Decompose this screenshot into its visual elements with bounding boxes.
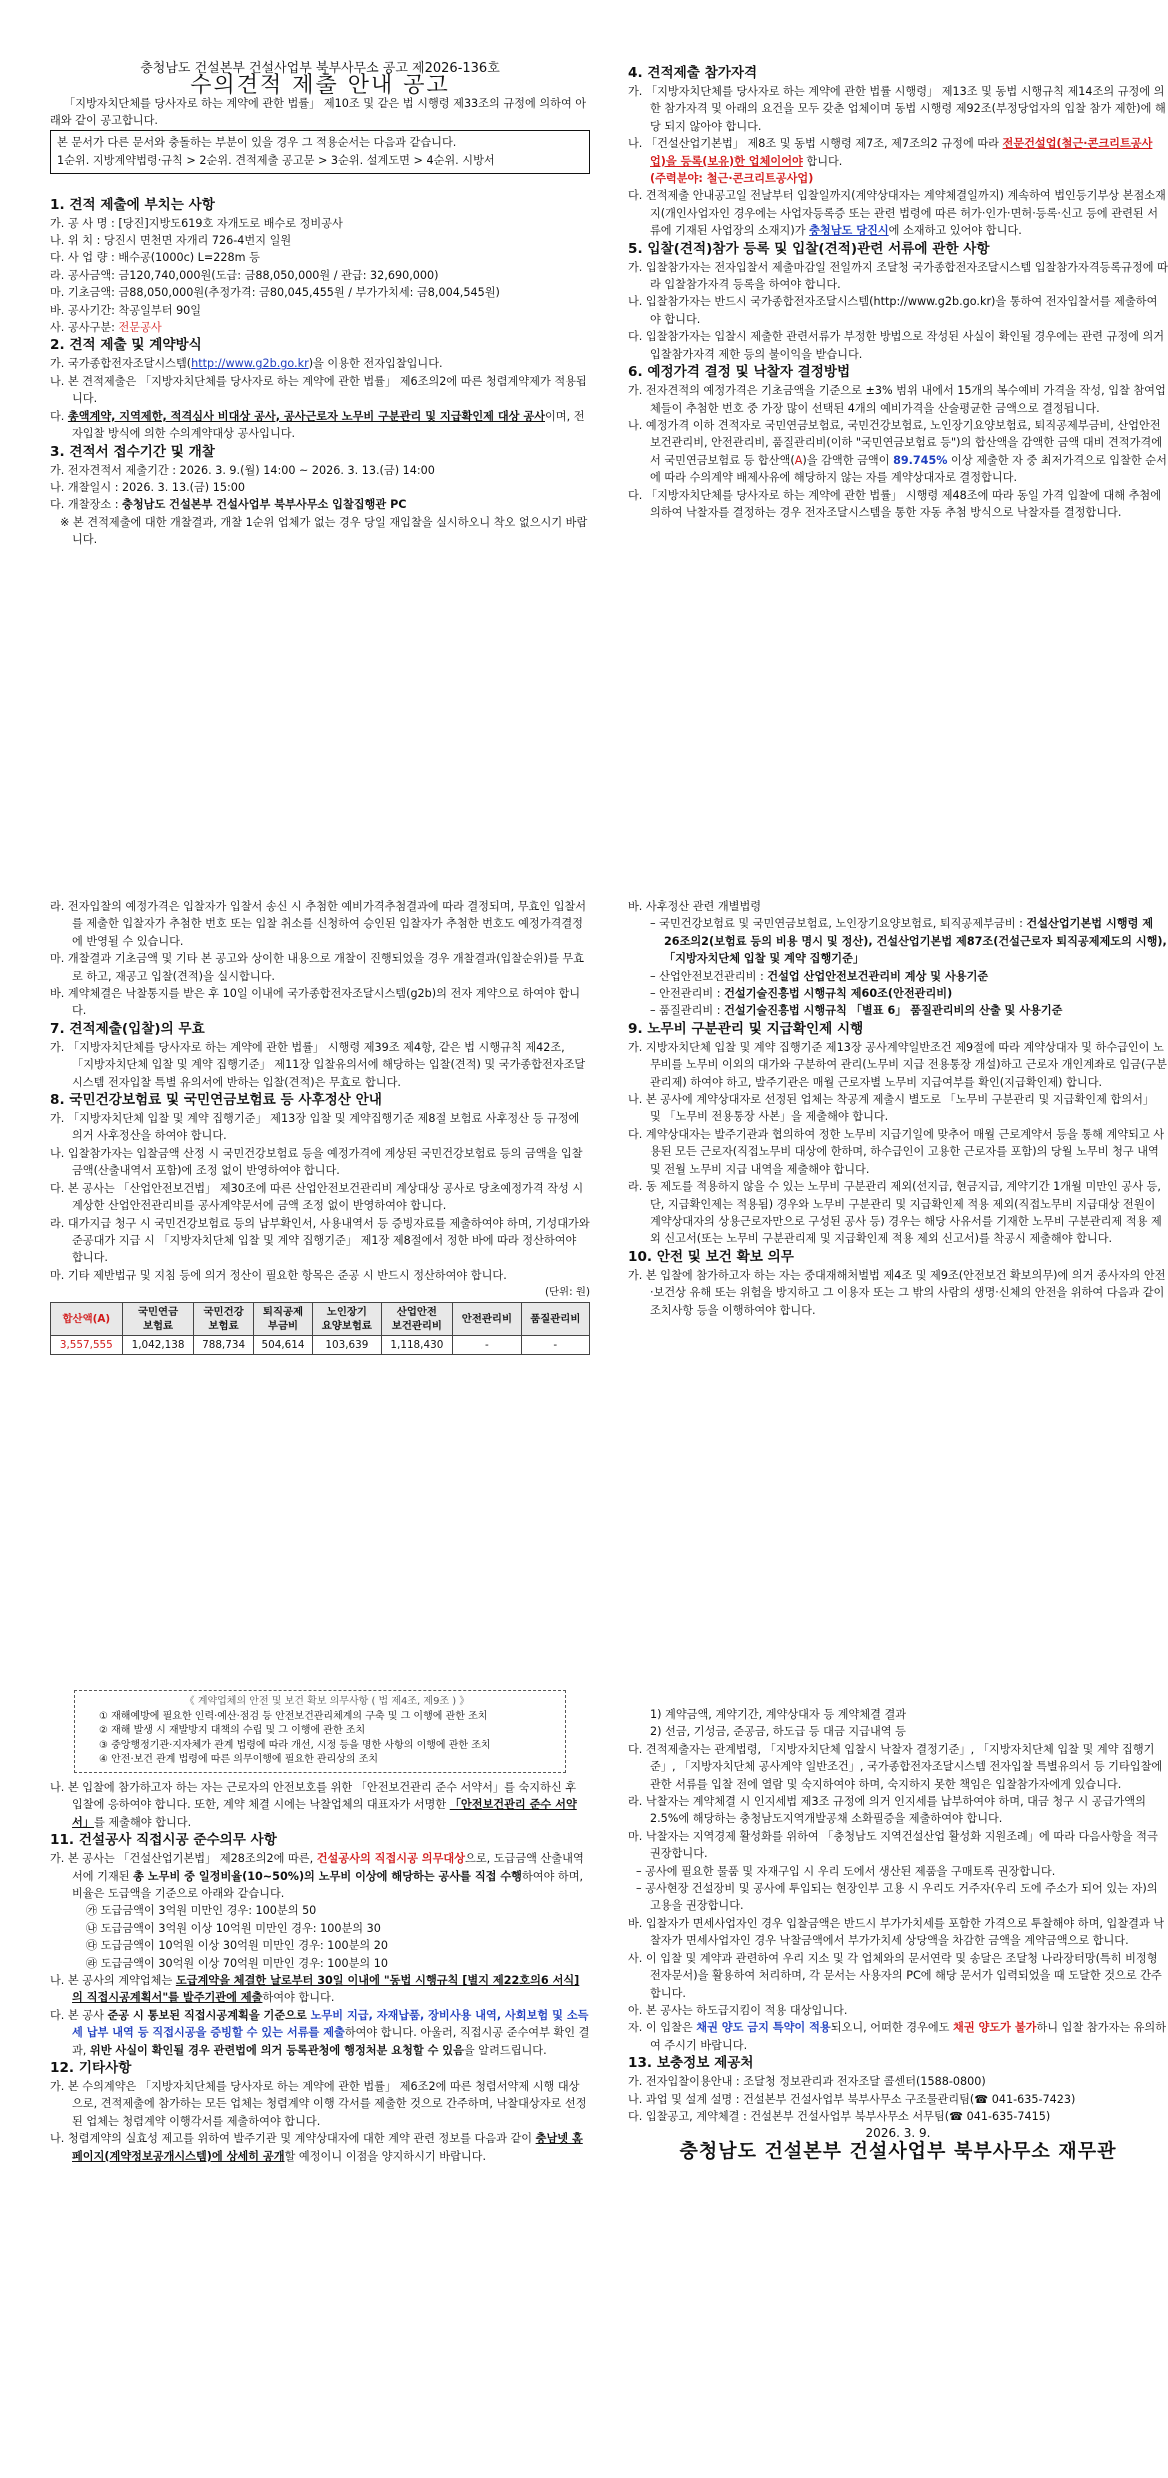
item-label: 다. (50, 409, 68, 423)
list-item: 바. 계약체결은 낙찰통지를 받은 후 10일 이내에 국가종합전자조달시스템(g2b)의 전자 계약으로 하여야 합니다. (50, 987, 581, 1018)
list-item (50, 408, 590, 443)
law-reference: 건설기술진흥법 시행규칙 제60조(안전관리비) (724, 987, 953, 1001)
list-item (50, 1779, 590, 1831)
list-item: 다. 입찰참가자는 입찰시 제출한 관련서류가 부정한 방법으로 작성된 사실이 확인될 경우에는 관련 규정에 의거 입찰참가자격 제한 등의 불이익을 받습니다. (628, 330, 1165, 361)
opening-place: 충청남도 건설본부 건설사업부 북부사무소 입찰집행관 PC (122, 498, 407, 512)
precedence-line: 본 문서가 다른 문서와 충돌하는 부분이 있을 경우 그 적용순서는 다음과 같습니다. (57, 135, 457, 149)
item-text: )을 감액한 금액이 (802, 453, 894, 467)
list-item (50, 1972, 590, 2007)
section-heading: 7. 견적제출(입찰)의 무효 (50, 1020, 205, 1037)
evidence-documents-text: 노무비 지급, 자재납품, 장비사용 내역, 사회보험 및 소득세 납부 내역 등 직접시공을 증빙할 수 있는 서류를 제출 (72, 2008, 589, 2040)
list-item: 다. 견적제출자는 관계법령, 「지방자치단체 입찰시 낙찰자 결정기준」, 「지방자치단체 입찰 및 계약 집행기준」, 「지방자치단체 공사계약 일반조건」, 국가종합전자조달시스템 전자입찰 특별유의서 등 기타입찰에 관한 서류를 입찰 전에 열람 및 숙지하여야 하며, 숙지하지 못한 책임은 입찰참가자에게 있습니다. (628, 1742, 1163, 1791)
list-item: 바. 입찰자가 면세사업자인 경우 입찰금액은 반드시 부가가치세를 포함한 가격으로 투찰해야 하며, 입찰결과 낙찰자가 면세사업자인 경우 낙찰금액에서 부가가치세 상당액을 차감한 금액을 계약금액으로 합니다. (628, 1916, 1165, 1948)
item-text: 하니 입찰 참가자는 유의하여 주시기 바랍니다. (650, 2021, 1167, 2052)
page3-left-column (50, 1690, 590, 2165)
completion-basis-text: 준공 시 통보된 직접시공계획을 기준으로 (107, 2008, 311, 2022)
section-heading: 6. 예정가격 결정 및 낙찰자 결정방법 (628, 364, 851, 381)
item-text: 이며, 전자입찰 방식에 의한 수의계약대상 공사입니다. (72, 409, 585, 441)
labor-ratio-text: 총 노무비 중 일정비율(10~50%)의 노무비 이상에 해당하는 공사를 직접 수행 (133, 1869, 522, 1883)
page2-left-column (50, 898, 590, 1355)
list-item: 나. 과업 및 설계 설명 : 건설본부 건설사업부 북부사무소 구조물관리팀(☎ 041-635-7423) (628, 2092, 1076, 2106)
table-header-cell: 산업안전 보건관리비 (381, 1302, 453, 1335)
list-item: 가. 전자견적서 제출기간 : 2026. 3. 9.(월) 14:00 ~ 2026. 3. 13.(금) 14:00 (50, 463, 435, 477)
item-text: 으로, 도급금액 산출내역서에 기재된 (72, 1852, 584, 1883)
sub-list-item (628, 968, 1168, 985)
table-cell: - (521, 1335, 589, 1354)
list-item: 나. 개찰일시 : 2026. 3. 13.(금) 15:00 (50, 480, 245, 494)
table-cell: 1,118,430 (381, 1335, 453, 1354)
list-item: 가. 입찰참가자는 전자입찰서 제출마감일 전일까지 조달청 국가종합전자조달시스템 입찰참가자격등록규정에 따라 입찰참가자격 등록을 하여야 합니다. (628, 260, 1168, 292)
section-heading: 1. 견적 제출에 부치는 사항 (50, 196, 215, 213)
item-text: 나. 본 공사의 계약업체는 (50, 1974, 176, 1988)
item-text: 합니다. (802, 154, 843, 168)
list-item: 가. 본 입찰에 참가하고자 하는 자는 중대재해처벌법 제4조 및 제9조(안전보건 확보의무)에 의거 종사자의 안전·보건상 유해 또는 위험을 방지하고 그 이용자 또는 그 밖의 사람의 생명·신체의 안전을 위하여 다음과 같이 조치사항 등을 이행하여야 합니다. (628, 1268, 1166, 1317)
disclosure-site-text: 충남넷 홈페이지(계약정보공개시스템)에 상세히 공개 (72, 2132, 583, 2163)
rate-item: ㉱ 도급금액이 30억원 이상 70억원 미만인 경우: 100분의 10 (86, 1956, 388, 1970)
list-item: 가. 본 수의계약은 「지방자치단체를 당사자로 하는 계약에 관한 법률」 제6조2에 따른 청렴서약제 시행 대상으로, 견적제출에 참가하는 모든 업체는 청렴계약 이행 각서를 제출한 것으로 간주하며, 낙찰대상자로 선정된 업체는 청렴계약 이행각서를 제출하여야 합니다. (50, 2080, 587, 2128)
box-title: 《 계약업체의 안전 및 보건 확보 의무사항 ( 법 제4조, 제9조 ) 》 (184, 1696, 470, 1707)
list-item: 마. 개찰결과 기초금액 및 기타 본 공고와 상이한 내용으로 개찰이 진행되었을 경우 개찰결과(입찰순위)를 무효로 하고, 재공고 입찰(견적)을 실시합니다. (50, 952, 585, 983)
sub-list-item: – 공사에 필요한 물품 및 자재구입 시 우리 도에서 생산된 제품을 구매토록 권장합니다. (636, 1864, 1056, 1878)
item-text: 가. 국가종합전자조달시스템( (50, 357, 192, 371)
table-cell: 788,734 (194, 1335, 253, 1354)
item-text: 가. 본 공사는 「건설산업기본법」 제28조의2에 따른, (50, 1852, 317, 1866)
list-item: 가. 공 사 명 : [당진]지방도619호 자개도로 배수로 정비공사 (50, 216, 343, 230)
box-item: ③ 중앙행정기관·지자체가 관계 법령에 따라 개선, 시정 등을 명한 사항의 이행에 관한 조치 (99, 1739, 491, 1751)
list-item: 2) 선금, 기성금, 준공금, 하도급 등 대금 지급내역 등 (650, 1725, 906, 1739)
table-cell: 504,614 (253, 1335, 312, 1354)
intro-text: 「지방자치단체를 당사자로 하는 계약에 관한 법률」 제10조 및 같은 법 시행령 제33조의 규정에 의하여 아래와 같이 공고합니다. (50, 96, 587, 128)
list-item: 마. 기초금액: 금88,050,000원(추정가격: 금80,045,455원 / 부가가치세: 금8,004,545원) (50, 286, 500, 300)
contract-type-text: 총액계약, 지역제한, 적격심사 비대상 공사, 공사근로자 노무비 구분관리 및 지급확인제 대상 공사 (67, 409, 545, 423)
list-item: 바. 사후정산 관련 개별법령 (628, 900, 762, 913)
precedence-box (50, 130, 590, 174)
list-item (50, 496, 590, 513)
item-text: 에 소재하고 있어야 합니다. (888, 224, 1022, 238)
list-item: 나. 위 치 : 당진시 면천면 자개리 726-4번지 일원 (50, 234, 292, 248)
list-item: 라. 동 제도를 적용하지 않을 수 있는 노무비 구분관리 제외(선지급, 현금지급, 계약기간 1개월 미만인 공사 등, 단, 지급확인제는 적용됨) 경우와 노무비 구분관리 및 지급확인제 적용 제외(직접노무비 지급대상 전원이 계약상대자의 상용근로자만으로 구성된 공사 등) 경우는 해당 사유서를 기재한 노무비 구분관리제 적용 제외 신고서(또는 노무비 구분관리제 및 지급확인제 적용 제외 신고서)를 착공시 제출해야 합니다. (628, 1180, 1162, 1246)
item-text: 되오니, 어떠한 경우에도 (830, 2021, 954, 2035)
list-item (50, 355, 590, 372)
precedence-line: 1순위. 지방계약법령·규칙 > 2순위. 견적제출 공고문 > 3순위. 설계도면 > 4순위. 시방서 (57, 153, 495, 167)
section-heading: 10. 안전 및 보건 확보 의무 (628, 1248, 794, 1265)
list-item: 라. 낙찰자는 계약체결 시 인지세법 제3조 규정에 의거 인지세를 납부하여야 하며, 대금 청구 시 공급가액의 2.5%에 해당하는 충청남도지역개발공채 소화필증을 제출하여야 합니다. (628, 1795, 1146, 1826)
sub-list-item: – 공사현장 건설장비 및 공사에 투입되는 현장인부 고용 시 우리도 거주자(우리 도에 주소가 되어 있는 자)의 고용을 권장합니다. (636, 1882, 1158, 1913)
region-highlight: 충청남도 당진시 (809, 224, 889, 238)
item-text: 나. 예정가격 이하 견적자로 국민연금보험료, 국민건강보험료, 노인장기요양보험료, 퇴직공제부금비, 산업안전보건관리비, 안전관리비, 품질관리비(이하 "국민연금보험료 등")의 합산액을 감액한 금액 대비 견적가격에서 국민연금보험료 등 합산액( (628, 418, 1163, 467)
list-item (50, 1850, 590, 1902)
list-item: 마. 낙찰자는 지역경제 활성화를 위하여 「충청남도 지역건설산업 활성화 지원조례」에 따라 다음사항을 적극 권장합니다. (628, 1829, 1158, 1861)
main-field-note: (주력분야: 철근·콘크리트공사업) (650, 172, 814, 186)
notice-number: 충청남도 건설본부 건설사업부 북부사무소 공고 제2026-136호 (140, 61, 500, 76)
list-item: 다. 사 업 량 : 배수공(1000c) L=228m 등 (50, 251, 260, 265)
table-cell: 103,639 (313, 1335, 381, 1354)
sanction-text: 위반 사실이 확인될 경우 관련법에 의거 등록관청에 행정처분 요청할 수 있음 (89, 2043, 464, 2057)
qualification-highlight: 전문건설업(철근·콘크리트공사업)을 등록(보유)한 업체이어야 (650, 137, 1153, 168)
law-reference: 건설산업기본법 시행령 제26조의2(보험료 등의 비용 명시 및 정산), 건설산업기본법 제87조(건설근로자 퇴직공제제도의 시행), 「지방자치단체 입찰 및 계약 집행기준」 (664, 917, 1167, 966)
rate-item: ㉯ 도급금액이 3억원 이상 10억원 미만인 경우: 100분의 30 (86, 1921, 381, 1935)
item-text: 다. 본 공사 (50, 2008, 108, 2022)
list-item: 가. 「지방자치단체를 당사자로 하는 계약에 관한 법률」 시행령 제39조 제4항, 같은 법 시행규칙 제42조, 「지방자치단체 입찰 및 계약 집행기준」 제11장 입찰유의서에 해당하는 입찰(견적) 및 국가종합전자조달시스템 전자입찰 특별 유의서에 반하는 입찰(견적)은 무효로 합니다. (50, 1040, 586, 1089)
list-item (628, 2019, 1168, 2054)
list-item (628, 135, 1168, 170)
pledge-document: 「안전보건관리 준수 서약서」 (72, 1798, 577, 1829)
section-heading: 5. 입찰(견적)참가 등록 및 입찰(견적)관련 서류에 관한 사항 (628, 240, 990, 257)
sub-list-item (628, 915, 1168, 967)
section-heading: 8. 국민건강보험료 및 국민연금보험료 등 사후정산 안내 (50, 1092, 382, 1109)
list-item (628, 187, 1168, 239)
section-heading: 13. 보충정보 제공처 (628, 2055, 754, 2072)
no-assignment-warning: 채권 양도가 불가 (953, 2021, 1037, 2035)
item-text: – 산업안전보건관리비 : (650, 969, 768, 983)
item-text: 하여야 하며, 비율은 도급액을 기준으로 아래와 같습니다. (72, 1869, 584, 1900)
item-label: 사. 공사구분: (50, 321, 119, 335)
law-reference: 건설업 산업안전보건관리비 계상 및 사용기준 (767, 969, 989, 983)
list-item: 가. 전자입찰이용안내 : 조달청 정보관리과 전자조달 콜센터(1588-0800) (628, 2075, 986, 2089)
list-item: 가. 지방자치단체 입찰 및 계약 집행기준 제13장 공사계약일반조건 제9절에 따라 계약상대자 및 하수급인이 노무비를 노무비 이외의 대가와 구분하여 관리(노무비 지급 전용통장 개설)하고 근로자 개인계좌로 입금(구분관리제) 하여야 하고, 발주기관은 매월 근로자별 노무비 지급여부를 확인(지급확인제) 합니다. (628, 1040, 1167, 1089)
list-item: 마. 기타 제반법규 및 지침 등에 의거 정산이 필요한 항목은 준공 시 반드시 정산하여야 합니다. (50, 1268, 507, 1282)
list-item: 라. 공사금액: 금120,740,000원(도급: 금88,050,000원 / 관급: 32,690,000) (50, 268, 439, 282)
list-item: 나. 입찰참가자는 입찰금액 산정 시 국민건강보험료 등을 예정가격에 계상된 국민건강보험료 등의 금액을 입찰금액(산출내역서 포함)에 조정 없이 반영하여야 합니다. (50, 1146, 583, 1178)
page1-right-column (628, 64, 1168, 521)
section-heading: 2. 견적 제출 및 계약방식 (50, 337, 202, 354)
list-item: 나. 본 견적제출은 「지방자치단체를 당사자로 하는 계약에 관한 법률」 제6조의2에 따른 청렴계약제가 적용됩니다. (50, 374, 587, 406)
law-reference: 건설기술진흥법 시행규칙 「별표 6」 품질관리비의 산출 및 사용기준 (724, 1004, 1063, 1018)
page1-left-column (50, 60, 590, 549)
list-item (50, 319, 590, 336)
list-item: 다. 입찰공고, 계약체결 : 건설본부 건설사업부 북부사무소 서무팀(☎ 041-635-7415) (628, 2109, 1051, 2123)
sub-list-item (628, 985, 1168, 1002)
section-heading: 9. 노무비 구분관리 및 지급확인제 시행 (628, 1020, 864, 1037)
list-item: 사. 이 입찰 및 계약과 관련하여 우리 지소 및 각 업체와의 문서연락 및 송달은 조달청 나라장터망(특히 비정형전자문서)을 활용하여 처리하며, 각 문서는 사용자의 PC에 해당 문서가 입력되었을 때 도달한 것으로 간주합니다. (628, 1951, 1162, 2000)
item-text: 을 알려드립니다. (463, 2043, 547, 2057)
item-text: 나. 청렴계약의 실효성 제고를 위하여 발주기관 및 계약상대자에 대한 계약 관련 정보를 다음과 같이 (50, 2132, 536, 2146)
item-text: – 국민건강보험료 및 국민연금보험료, 노인장기요양보험료, 퇴직공제부금비 : (650, 917, 1027, 931)
unit-label: (단위: 원) (544, 1286, 590, 1299)
item-text: – 품질관리비 : (650, 1004, 725, 1018)
rate-item: ㉰ 도급금액이 10억원 이상 30억원 미만인 경우: 100분의 20 (86, 1939, 388, 1953)
section-heading: 3. 견적서 접수기간 및 개찰 (50, 443, 215, 460)
item-text: 나. 본 입찰에 참가하고자 하는 자는 근로자의 안전보호를 위한 「안전보건관리 준수 서약서」를 숙지하신 후 입찰에 응하여야 합니다. 또한, 계약 체결 시에는 낙찰업체의 대표자가 서명한 (50, 1780, 577, 1812)
section-heading: 12. 기타사항 (50, 2060, 132, 2077)
item-text: 이상 제출한 자 중 최저가격으로 입찰한 순서에 따라 수의계약 배제사유에 해당하지 않는 자를 계약상대자로 결정합니다. (650, 453, 1167, 485)
list-item: 가. 「지방자치단체를 당사자로 하는 계약에 관한 법률 시행령」 제13조 및 동법 시행규칙 제14조의 규정에 의한 참가자격 및 아래의 요건을 모두 갖춘 업체이며 동법 시행령 제92조(부정당업자의 입찰 참가 제한)에 해당 되지 않아야 합니다. (628, 85, 1166, 133)
direct-construction-highlight: 건설공사의 직접시공 의무대상 (316, 1852, 466, 1866)
list-item: 1) 계약금액, 계약기간, 계약상대자 등 계약체결 결과 (650, 1708, 907, 1721)
list-item: 가. 「지방자치단체 입찰 및 계약 집행기준」 제13장 입찰 및 계약집행기준 제8절 보험료 사후정산 등 규정에 의거 사후정산을 하여야 합니다. (50, 1112, 580, 1143)
table-header-cell: 국민건강 보험료 (194, 1302, 253, 1335)
item-text: 할 예정이니 이점을 양지하시기 바랍니다. (284, 2149, 487, 2163)
box-item: ② 재해 발생 시 재발방지 대책의 수립 및 그 이행에 관한 조치 (99, 1725, 366, 1737)
list-item: 바. 공사기간: 착공일부터 90일 (50, 303, 202, 317)
safety-duty-box (74, 1690, 566, 1773)
list-item: 다. 본 공사는 「산업안전보건법」 제30조에 따른 산업안전보건관리비 계상대상 공사로 당초예정가격 작성 시 계상한 산업안전관리비를 공사계약문서에 금액 조정 없이 반영하여야 합니다. (50, 1181, 584, 1213)
item-text: )을 이용한 전자입찰입니다. (308, 357, 443, 371)
page-title: 수의견적 제출 안내 공고 (190, 73, 450, 99)
item-text: – 안전관리비 : (650, 987, 725, 1001)
table-row (51, 1335, 590, 1354)
notice-date: 2026. 3. 9. (865, 2126, 931, 2141)
rate-item: ㉮ 도급금액이 3억원 미만인 경우: 100분의 50 (86, 1904, 317, 1918)
table-header-cell: 국민연금 보험료 (122, 1302, 194, 1335)
table-header-cell: 품질관리비 (521, 1302, 589, 1335)
item-text: 를 제출해야 합니다. (94, 1815, 192, 1829)
table-header-cell: 퇴직공제 부금비 (253, 1302, 312, 1335)
list-item: 가. 전자견적의 예정가격은 기초금액을 기준으로 ±3% 범위 내에서 15개의 복수예비 가격을 작성, 입찰 참여업체들이 추첨한 번호 중 가장 많이 선택된 4개의 예비가격을 산술평균한 금액으로 결정됩니다. (628, 384, 1166, 415)
list-item (50, 2007, 590, 2059)
list-item (50, 2130, 590, 2165)
box-item: ④ 안전·보건 관계 법령에 따른 의무이행에 필요한 관리상의 조치 (99, 1754, 379, 1766)
table-header-row (51, 1302, 590, 1335)
page2-right-column (628, 898, 1168, 1319)
cost-table (50, 1302, 590, 1355)
sum-a-label: A (794, 453, 803, 467)
plan-deadline-text: 도급계약을 체결한 날로부터 30일 이내에 "동법 시행규칙 [별지 제22호의6 서식]의 직접시공계획서"를 발주기관에 제출 (72, 1974, 580, 2005)
section-heading: 4. 견적제출 참가자격 (628, 65, 758, 81)
item-text: 하여야 합니다. (262, 1991, 335, 2005)
sub-list-item (628, 1002, 1168, 1019)
item-text: 하여야 합니다. 아울러, 직접시공 준수여부 확인 결과, (72, 2026, 590, 2057)
list-item: 나. 입찰참가자는 반드시 국가종합전자조달시스템(http://www.g2b.go.kr)을 통하여 전자입찰서를 제출하여야 합니다. (628, 295, 1158, 326)
list-item: 나. 본 공사에 계약상대자로 선정된 업체는 착공계 제출시 별도로 「노무비 구분관리 및 지급확인제 합의서」 및 「노무비 전용통장 사본」을 제출해야 합니다. (628, 1093, 1155, 1124)
list-item: 다. 「지방자치단체를 당사자로 하는 계약에 관한 법률」 시행령 제48조에 따라 동일 가격 입찰에 대해 추첨에 의하여 낙찰자를 결정하는 경우 전자조달시스템을 통한 자동 추첨 방식으로 낙찰자를 결정합니다. (628, 488, 1162, 519)
signature-line: 충청남도 건설본부 건설사업부 북부사무소 재무관 (679, 2139, 1117, 2162)
item-text: 자. 이 입찰은 (628, 2021, 697, 2035)
no-assignment-clause: 채권 양도 금지 특약이 적용 (696, 2021, 831, 2035)
table-cell: 1,042,138 (122, 1335, 194, 1354)
rate-highlight: 89.745% (893, 453, 948, 467)
item-text: 다. 견적제출 안내공고일 전날부터 입찰일까지(계약상대자는 계약체결일까지) 계속하여 법인등기부상 본점소재지(개인사업자인 경우에는 사업자등록증 또는 관련 법령에 따른 허가·인가·면허·등록·신고 등에 관련된 서류에 기재된 사업장의 소재지)가 (628, 189, 1166, 238)
table-header-cell: 노인장기 요양보험료 (313, 1302, 381, 1335)
list-item: 다. 계약상대자는 발주기관과 협의하여 정한 노무비 지급기일에 맞추어 매월 근로계약서 등을 통해 계약되고 사용된 모든 근로자(직접노무비 대상에 한하며, 하수급인이 고용한 근로자를 포함)의 당월 노무비 청구 내역 및 전월 노무비 지급 내역을 제출해야 합니다. (628, 1127, 1165, 1176)
list-item (628, 417, 1168, 487)
note-text: ※ 본 견적제출에 대한 개찰결과, 개찰 1순위 업체가 없는 경우 당일 재입찰을 실시하오니 착오 없으시기 바랍니다. (60, 515, 588, 547)
list-item: 라. 전자입찰의 예정가격은 입찰자가 입찰서 송신 시 추첨한 예비가격추첨결과에 따라 결정되며, 무효인 입찰서를 제출한 입찰자가 추첨한 번호 또는 입찰 취소를 신청하여 승인된 입찰자가 추첨한 번호도 예정가격결정에 반영될 수 있습니다. (50, 900, 587, 948)
table-cell: 3,557,555 (51, 1335, 123, 1354)
g2b-link[interactable]: http://www.g2b.go.kr (191, 357, 309, 371)
page3-right-column (628, 1706, 1168, 2160)
item-text: 나. 「건설산업기본법」 제8조 및 동법 시행령 제7조, 제7조의2 규정에 따라 (628, 137, 1003, 151)
section-heading: 11. 건설공사 직접시공 준수의무 사항 (50, 1832, 277, 1849)
list-item: 라. 대가지급 청구 시 국민건강보험료 등의 납부확인서, 사용내역서 등 증빙자료를 제출하여야 하며, 기성대가와 준공대가 지급 시 「지방자치단체 입찰 및 계약 집행기준」 제1장 제8절에서 정한 바에 따라 정산하여야 합니다. (50, 1216, 590, 1265)
table-cell: - (453, 1335, 521, 1354)
list-item: 아. 본 공사는 하도급지킴이 적용 대상입니다. (628, 2003, 848, 2017)
work-type-value: 전문공사 (118, 321, 162, 335)
table-header-cell: 합산액(A) (51, 1302, 123, 1335)
box-item: ① 재해예방에 필요한 인력·예산·점검 등 안전보건관리체계의 구축 및 그 이행에 관한 조치 (99, 1710, 488, 1722)
table-header-cell: 안전관리비 (453, 1302, 521, 1335)
item-label: 다. 개찰장소 : (50, 498, 123, 512)
